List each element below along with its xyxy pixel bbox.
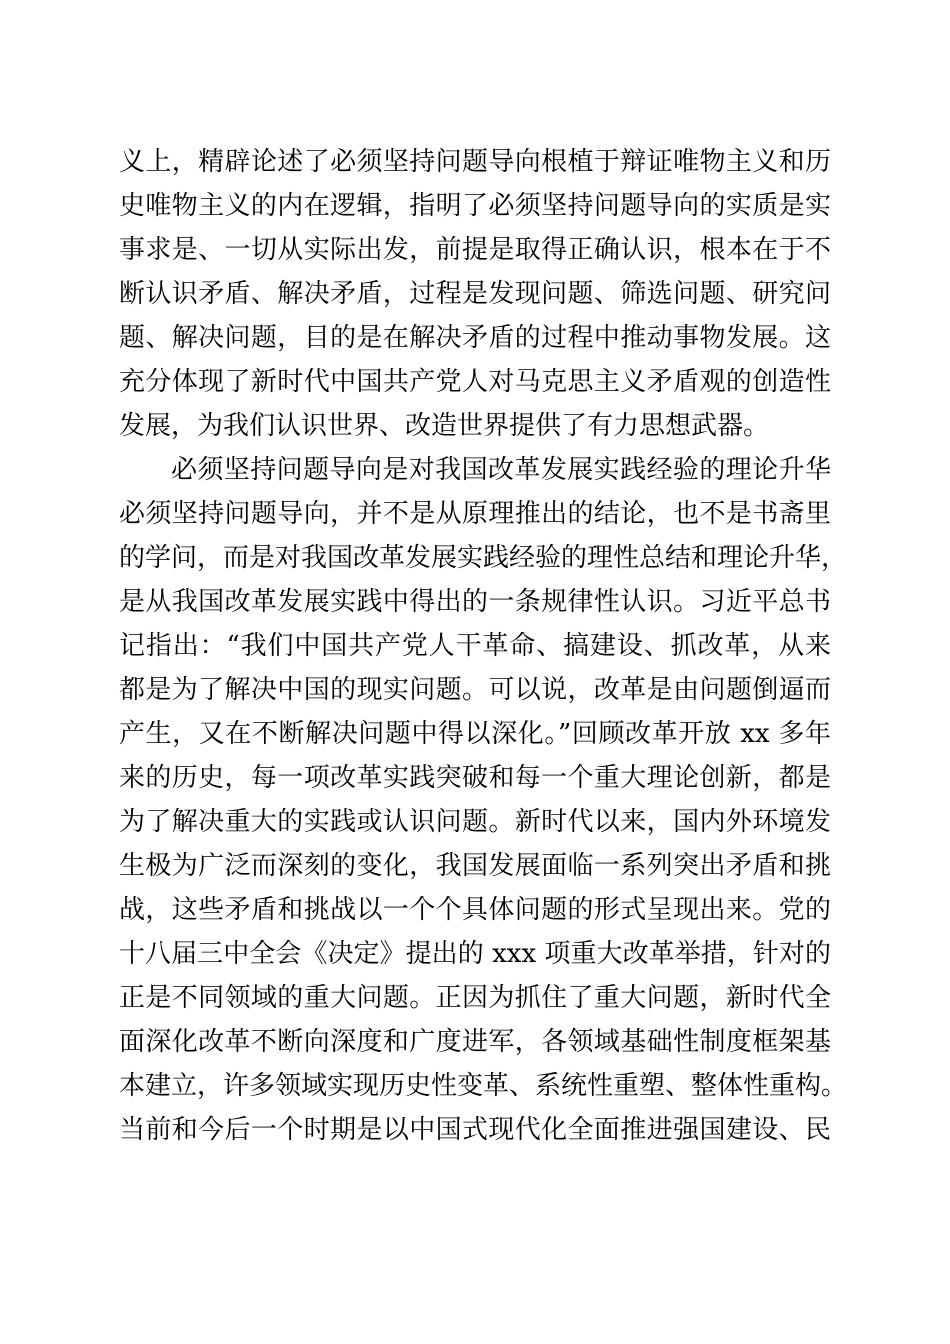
text-line: 是从我国改革发展实践中得出的一条规律性认识。习近平总书 — [119, 587, 831, 617]
text-line: 正是不同领域的重大问题。正因为抓住了重大问题，新时代全 — [119, 983, 831, 1013]
text-line: 题、解决问题，目的是在解决矛盾的过程中推动事物发展。这 — [119, 323, 831, 353]
text-line: 当前和今后一个时期是以中国式现代化全面推进强国建设、民 — [119, 1115, 831, 1145]
text-line: 生极为广泛而深刻的变化，我国发展面临一系列突出矛盾和挑 — [119, 851, 831, 881]
text-line: 战，这些矛盾和挑战以一个个具体问题的形式呈现出来。党的 — [119, 895, 831, 925]
text-line: 记指出：“我们中国共产党人干革命、搞建设、抓改革，从来 — [119, 631, 831, 661]
text-line: 的学问，而是对我国改革发展实践经验的理性总结和理论升华， — [119, 543, 848, 573]
text-line: 本建立，许多领域实现历史性变革、系统性重塑、整体性重构。 — [119, 1071, 848, 1101]
text-line: 发展，为我们认识世界、改造世界提供了有力思想武器。 — [119, 411, 770, 441]
text-line: 十八届三中全会《决定》提出的 xxx 项重大改革举措，针对的 — [119, 939, 831, 969]
text-line: 义上，精辟论述了必须坚持问题导向根植于辩证唯物主义和历 — [119, 147, 831, 177]
text-line: 断认识矛盾、解决矛盾，过程是发现问题、筛选问题、研究问 — [119, 279, 831, 309]
section-heading: 必须坚持问题导向是对我国改革发展实践经验的理论升华 — [171, 455, 831, 485]
text-line: 史唯物主义的内在逻辑，指明了必须坚持问题导向的实质是实 — [119, 191, 831, 221]
text-line: 产生，又在不断解决问题中得以深化。”回顾改革开放 xx 多年 — [119, 719, 831, 749]
text-line: 为了解决重大的实践或认识问题。新时代以来，国内外环境发 — [119, 807, 831, 837]
text-line: 来的历史，每一项改革实践突破和每一个重大理论创新，都是 — [119, 763, 831, 793]
text-line: 必须坚持问题导向，并不是从原理推出的结论，也不是书斋里 — [119, 499, 831, 529]
text-line: 面深化改革不断向深度和广度进军，各领域基础性制度框架基 — [119, 1027, 831, 1057]
text-line: 充分体现了新时代中国共产党人对马克思主义矛盾观的创造性 — [119, 367, 831, 397]
text-line: 事求是、一切从实际出发，前提是取得正确认识，根本在于不 — [119, 235, 831, 265]
text-line: 都是为了解决中国的现实问题。可以说，改革是由问题倒逼而 — [119, 675, 831, 705]
